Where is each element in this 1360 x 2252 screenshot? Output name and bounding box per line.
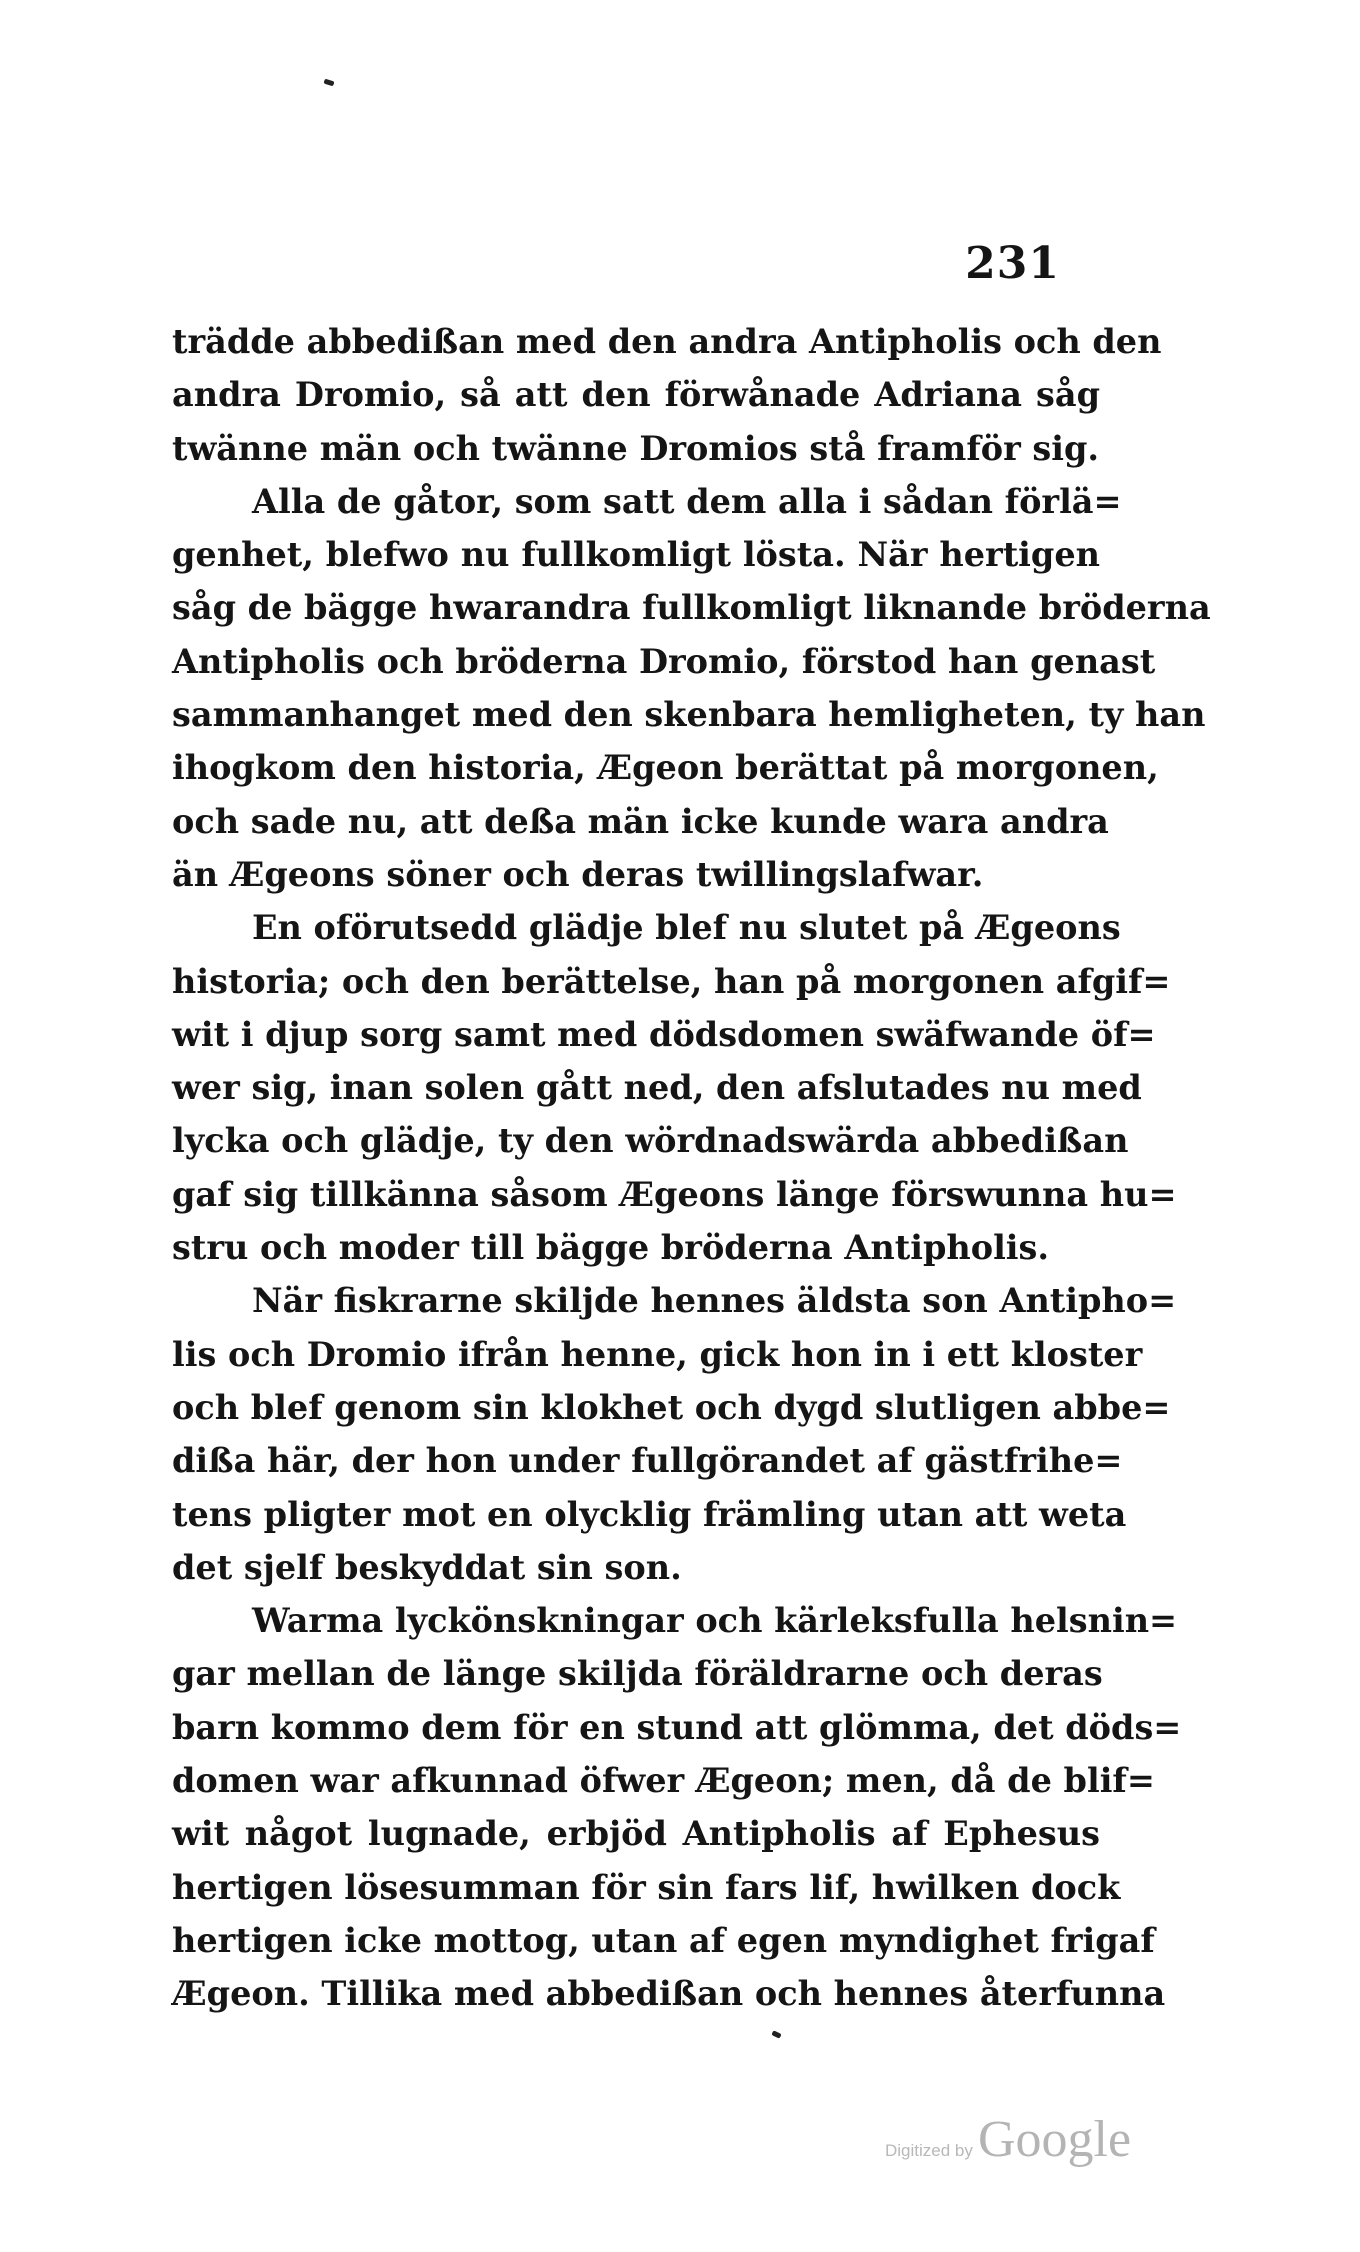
text-line: ihogkom den historia, Ægeon berättat på morgonen, — [172, 748, 1159, 788]
text-line: En oförutsedd glädje blef nu slutet på Ægeons — [252, 908, 1121, 948]
text-line: gaf sig tillkänna såsom Ægeons länge förswunna hu= — [172, 1174, 1177, 1214]
text-line: När fiskrarne skiljde hennes äldsta son Antipho= — [252, 1281, 1177, 1321]
text-line: Antipholis och bröderna Dromio, förstod han genast — [172, 641, 1156, 681]
text-line: sammanhanget med den skenbara hemligheten, ty han — [172, 695, 1206, 735]
text-line: Ægeon. Tillika med abbedißan och hennes återfunna — [172, 1974, 1166, 2014]
ink-speck — [323, 79, 334, 87]
text-line: barn kommo dem för en stund att glömma, det döds= — [172, 1707, 1182, 1747]
text-line: lycka och glädje, ty den wördnadswärda abbedißan — [172, 1121, 1129, 1161]
text-line: historia; och den berättelse, han på morgonen afgif= — [172, 961, 1171, 1001]
text-line: tens pligter mot en olycklig främling utan att weta — [172, 1494, 1127, 1534]
text-line: än Ægeons söner och deras twillingslafwar. — [172, 854, 984, 894]
text-line: Alla de gåtor, som satt dem alla i sådan förlä= — [252, 481, 1122, 521]
text-line: andra Dromio, så att den förwånade Adriana såg — [172, 375, 1100, 415]
text-line: hertigen lösesumman för sin fars lif, hwilken dock — [172, 1867, 1121, 1907]
text-line: Warma lyckönskningar och kärleksfulla helsnin= — [252, 1601, 1178, 1641]
text-line: wit något lugnade, erbjöd Antipholis af Ephesus — [172, 1814, 1100, 1854]
google-logo: Google — [977, 2111, 1132, 2168]
text-line: och blef genom sin klokhet och dygd slutligen abbe= — [172, 1387, 1171, 1427]
body-text — [172, 315, 1211, 2021]
digitization-watermark — [885, 2110, 1131, 2180]
text-line: lis och Dromio ifrån henne, gick hon in i ett kloster — [172, 1334, 1143, 1374]
text-line: twänne män och twänne Dromios stå framför sig. — [172, 428, 1100, 468]
text-line: trädde abbedißan med den andra Antipholis och den — [172, 322, 1162, 361]
text-line: gar mellan de länge skiljda föräldrarne och deras — [172, 1654, 1103, 1694]
text-line: stru och moder till bägge bröderna Antipholis. — [172, 1228, 1050, 1268]
text-line: wer sig, inan solen gått ned, den afslutades nu med — [172, 1068, 1142, 1108]
ink-speck — [771, 2030, 781, 2038]
watermark-prefix: Digitized by — [885, 2141, 973, 2160]
text-line: genhet, blefwo nu fullkomligt lösta. När hertigen — [172, 535, 1100, 575]
text-line: wit i djup sorg samt med dödsdomen swäfwande öf= — [172, 1014, 1156, 1054]
text-line: hertigen icke mottog, utan af egen myndighet frigaf — [172, 1920, 1155, 1960]
text-line: såg de bägge hwarandra fullkomligt liknande bröderna — [172, 588, 1211, 628]
text-line: det sjelf beskyddat sin son. — [172, 1547, 682, 1587]
text-line: domen war afkunnad öfwer Ægeon; men, då de blif= — [172, 1761, 1155, 1801]
text-line: och sade nu, att deßa män icke kunde wara andra — [172, 801, 1109, 841]
text-line: dißa här, der hon under fullgörandet af gästfrihe= — [172, 1441, 1123, 1481]
page-number: 231 — [965, 238, 1060, 289]
